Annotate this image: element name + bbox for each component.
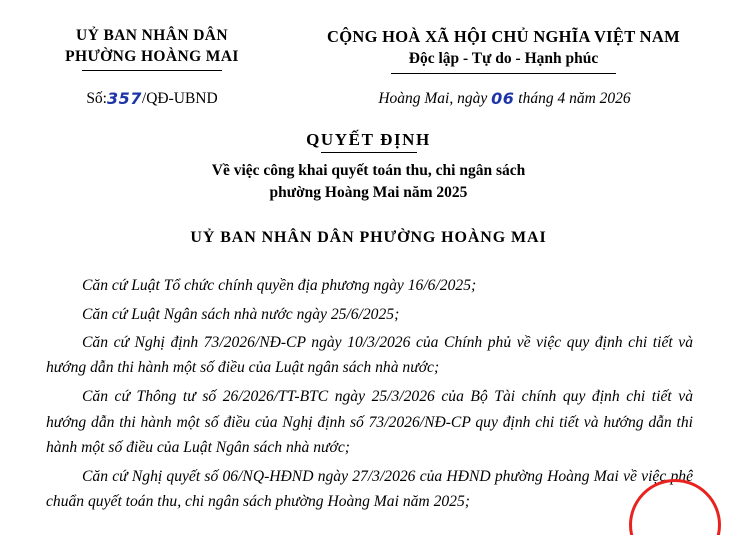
national-heading-block [290,26,737,74]
document-body [0,273,737,514]
number-handwritten-value: 357 [107,88,142,108]
number-suffix: /QĐ-UBND [141,89,218,107]
national-heading-underline [391,73,616,74]
issuing-authority-block [0,26,290,71]
document-number [0,88,290,108]
legal-basis-paragraph-3: Căn cứ Nghị định 73/2026/NĐ-CP ngày 10/3/2026 của Chính phủ về việc quy định chi tiết và hướng dẫn thi hành một số điều của Luật ngân sách nhà nước; [46,333,693,377]
nation-line-2: Độc lập - Tự do - Hạnh phúc [408,50,599,68]
nation-line-1: CỘNG HOÀ XÃ HỘI CHỦ NGHĨA VIỆT NAM [327,27,680,46]
legal-basis-paragraph-5: Căn cứ Nghị quyết số 06/NQ-HĐND ngày 27/3/2026 của HĐND phường Hoàng Mai về việc phê chuẩn quyết toán thu, chi ngân sách phường Hoàng Mai năm 2025; [46,468,693,511]
issuing-body-name: UỶ BAN NHÂN DÂN PHƯỜNG HOÀNG MAI [190,229,547,247]
place-prefix: Hoàng Mai, ngày [378,89,488,107]
number-and-date-row [0,88,737,108]
org-line-1: UỶ BAN NHÂN DÂN [76,27,228,44]
title-underline [321,152,417,153]
place-and-date [290,88,737,108]
year-prefix: năm [569,89,596,107]
authority-underline [82,70,222,71]
year-value: 2026 [599,89,631,107]
legal-basis-paragraph-2: Căn cứ Luật Ngân sách nhà nước ngày 25/6/2025; [82,305,400,323]
number-prefix: Số: [86,89,107,107]
document-subtitle-line-1: Về việc công khai quyết toán thu, chi ngân sách [211,162,526,180]
document-title-block [0,130,737,204]
document-header [0,0,737,74]
month-value: 4 [557,89,566,107]
document-subtitle-line-2: phường Hoàng Mai năm 2025 [269,183,468,201]
legal-basis-paragraph-4: Căn cứ Thông tư số 26/2026/TT-BTC ngày 25/3/2026 của Bộ Tài chính quy định chi tiết và hướng dẫn thi hành một số điều của Nghị định số 73/2026/NĐ-CP quy định chi tiết và hướng dẫn thi hành một số điều của Luật Ngân sách nhà nước; [46,388,693,456]
document-title: QUYẾT ĐỊNH [306,129,431,149]
org-line-2: PHƯỜNG HOÀNG MAI [65,47,239,65]
day-handwritten-value: 06 [491,88,515,108]
legal-basis-paragraph-1: Căn cứ Luật Tổ chức chính quyền địa phương ngày 16/6/2025; [82,277,477,295]
month-prefix: tháng [518,89,554,107]
